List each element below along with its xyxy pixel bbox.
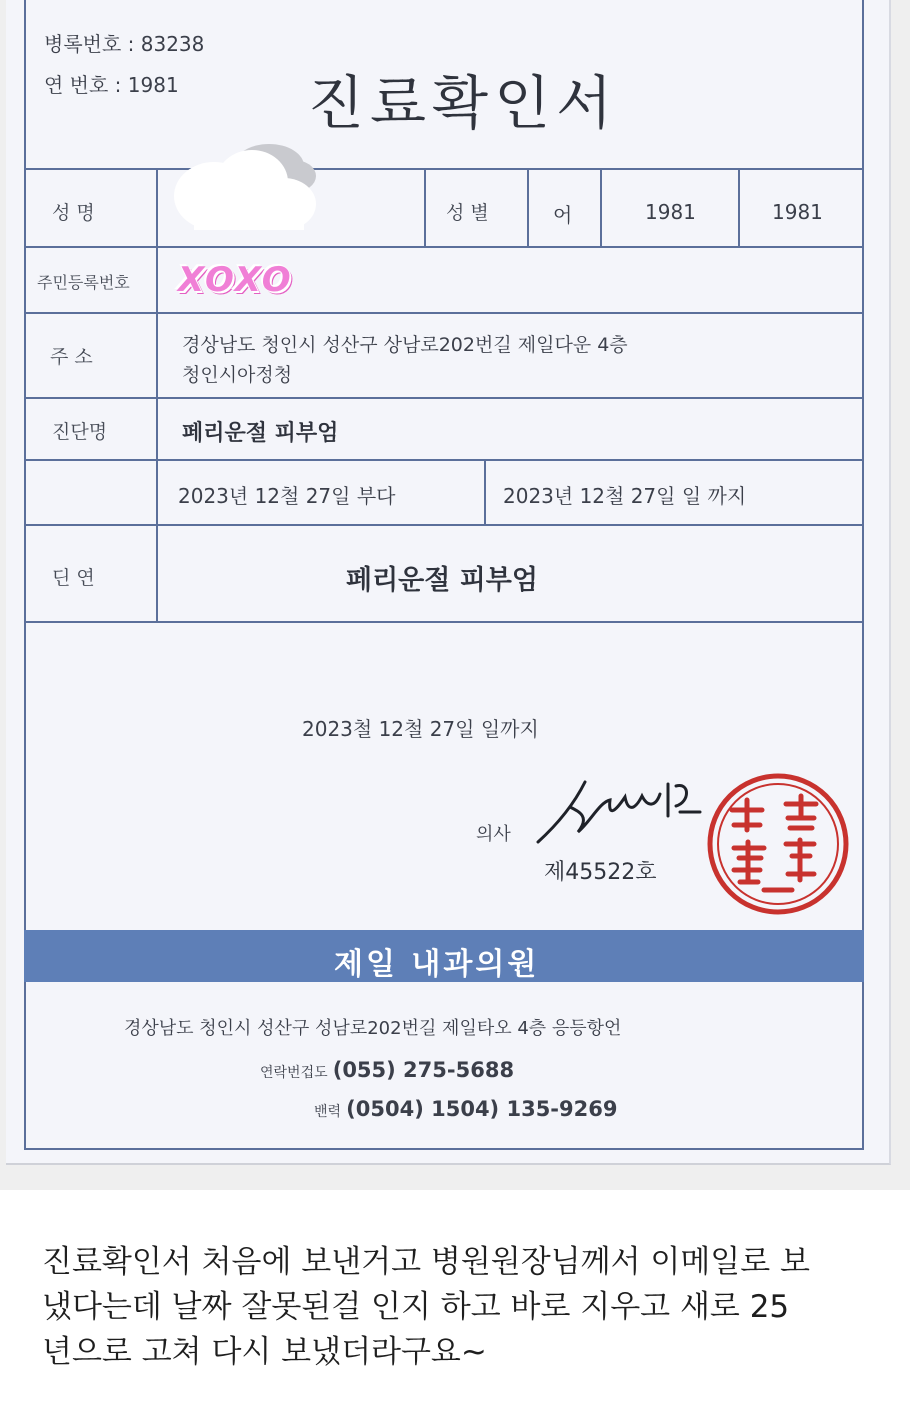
gender-value: 어	[553, 203, 573, 227]
record-number	[44, 28, 204, 57]
serial-number-value: 1981	[127, 73, 179, 97]
birth-value-1: 1981	[645, 200, 696, 224]
diagnosis-value: 페리운절 피부엄	[182, 421, 339, 446]
clinic-address: 경상남도 청인시 성산구 성남로202번길 제일타오 4층 응등항언	[124, 1018, 622, 1039]
xoxo-redaction-sticker: XOXO	[178, 260, 293, 300]
license-number: 제45522호	[544, 860, 657, 885]
address-label: 주 소	[50, 346, 93, 368]
clinic-phone	[260, 1058, 514, 1082]
document-title: 진료확인서	[308, 69, 619, 137]
remarks-value: 페리운절 피부엄	[346, 565, 538, 596]
address-line-1: 경상남도 청인시 성산구 상남로202번길 제일다운 4층	[182, 334, 628, 356]
phone-value: (055) 275-5688	[332, 1058, 515, 1082]
birth-value-2: 1981	[772, 200, 823, 224]
serial-number-label: 연 번호 :	[44, 73, 122, 97]
column-divider	[424, 168, 426, 246]
period-from: 2023년 12철 27일 부다	[178, 484, 396, 508]
row-divider	[24, 246, 864, 248]
doctor-signature	[530, 772, 710, 852]
id-number-label: 주민등록번호	[37, 273, 130, 292]
fax-value: (0504) 1504) 135-9269	[346, 1097, 618, 1121]
record-number-label: 병록번호 :	[44, 32, 135, 56]
label-column-divider	[156, 168, 158, 621]
official-seal-stamp	[704, 770, 852, 918]
serial-number	[44, 69, 179, 98]
clinic-fax	[314, 1097, 617, 1121]
clinic-name: 제일 내과의원	[334, 947, 540, 982]
period-to: 2023년 12철 27일 일 까지	[503, 484, 747, 508]
diagnosis-label: 진단명	[52, 421, 108, 443]
address-line-2: 청인시아정청	[182, 364, 293, 386]
column-divider	[484, 459, 486, 524]
caption-line-1: 진료확인서 처음에 보낸거고 병원원장님께서 이메일로 보	[42, 1244, 810, 1280]
issue-date: 2023철 12철 27일 일까지	[302, 717, 539, 741]
row-divider	[24, 312, 864, 314]
row-divider	[24, 397, 864, 399]
row-divider	[24, 524, 864, 526]
doctor-label: 의사	[476, 824, 511, 845]
row-divider	[24, 459, 864, 461]
column-divider	[527, 168, 529, 246]
phone-label: 연락번겁도	[260, 1065, 328, 1081]
clinic-name-banner	[24, 930, 864, 982]
post-caption	[42, 1240, 882, 1375]
fax-label: 밴력	[314, 1104, 342, 1120]
caption-line-3: 년으로 고쳐 다시 보냈더라구요~	[42, 1334, 487, 1370]
name-label: 성 명	[52, 202, 95, 224]
column-divider	[600, 168, 602, 246]
caption-line-2: 냈다는데 날짜 잘못된걸 인지 하고 바로 지우고 새로 25	[42, 1289, 790, 1325]
record-number-value: 83238	[140, 32, 205, 56]
gender-label: 성 별	[446, 202, 489, 224]
remarks-label: 딘 연	[52, 567, 95, 589]
row-divider	[24, 621, 864, 623]
cloud-redaction-sticker	[174, 136, 324, 236]
column-divider	[738, 168, 740, 246]
